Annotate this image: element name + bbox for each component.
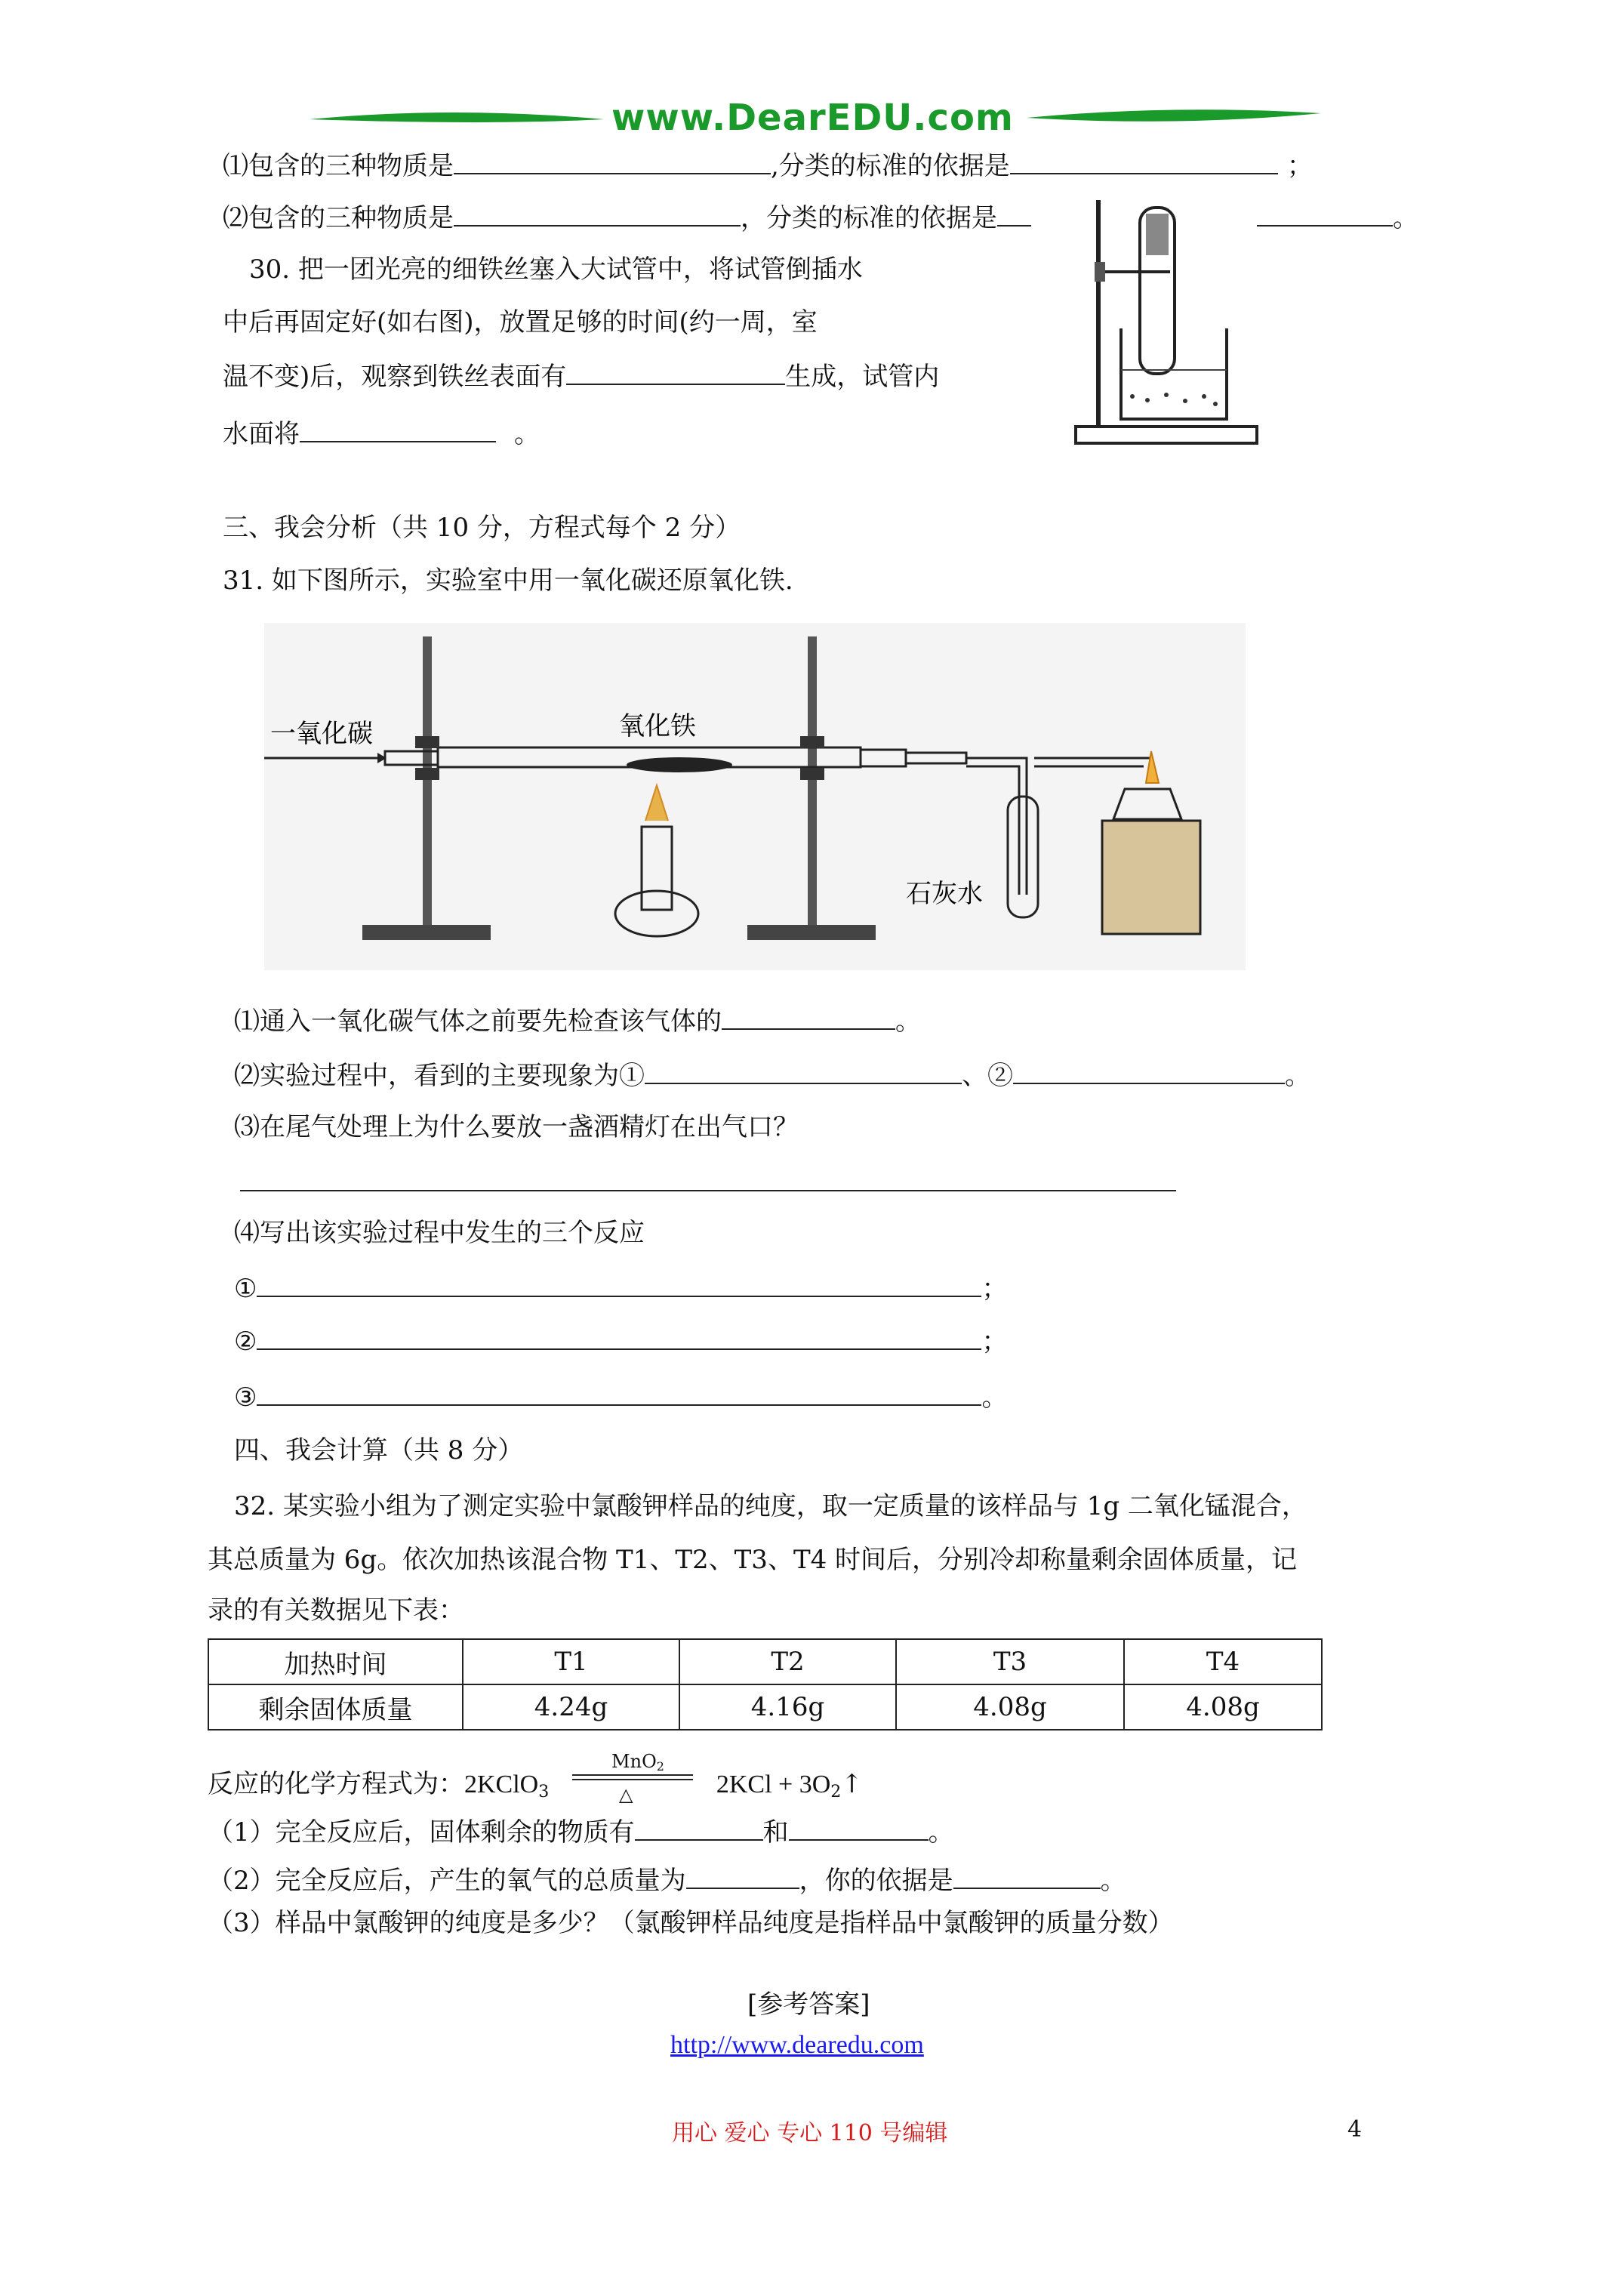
q30-line4: 水面将 。 [223, 415, 540, 451]
q29-blank-2b[interactable] [997, 199, 1031, 227]
fig-label-limewater: 石灰水 [906, 879, 983, 909]
page-number: 4 [1347, 2116, 1363, 2143]
table-cell: T1 [463, 1639, 679, 1684]
q31-blank-2a[interactable] [645, 1057, 962, 1084]
answers-heading: [参考答案] [747, 1989, 870, 2020]
answers-link[interactable]: http://www.dearedu.com [670, 2031, 924, 2059]
q31-r2: ② ； [234, 1323, 1007, 1359]
q29-line2: ⑵包含的三种物质是 ，分类的标准的依据是 [223, 199, 1031, 236]
fig-label-fe2o3: 氧化铁 [619, 711, 696, 741]
q29-line1: ⑴包含的三种物质是 ,分类的标准的依据是 ； [223, 147, 1313, 183]
q32-line2: 其总质量为 6g。依次加热该混合物 T1、T2、T3、T4 时间后，分别冷却称量剩余固体质量，记 [208, 1545, 1298, 1575]
table-cell: 4.08g [1124, 1684, 1322, 1730]
table-cell: T2 [679, 1639, 896, 1684]
q29-blank-1b[interactable] [1010, 147, 1278, 174]
q32-s2: （2）完全反应后，产生的氧气的总质量为 ，你的依据是 。 [208, 1862, 1126, 1898]
q30-line1: 30. 把一团光亮的细铁丝塞入大试管中，将试管倒插水 [249, 254, 863, 285]
q32-s1: （1）完全反应后，固体剩余的物质有 和 。 [208, 1814, 954, 1850]
q31-r2-blank[interactable] [257, 1323, 981, 1350]
q31-blank-2b[interactable] [1013, 1057, 1285, 1084]
q31-r1: ① ； [234, 1270, 1007, 1306]
mass-data-table [208, 1638, 1323, 1730]
section4-heading: 四、我会计算（共 8 分） [234, 1435, 524, 1465]
q29-line2-tail: 。 [1257, 199, 1418, 236]
q30-blank-1[interactable] [566, 358, 785, 385]
q29-blank-1a[interactable] [454, 147, 771, 174]
q32-blank-2a[interactable] [686, 1862, 799, 1889]
q30-line3: 温不变)后，观察到铁丝表面有 生成，试管内 [223, 358, 939, 394]
q30-line2: 中后再固定好(如右图)，放置足够的时间(约一周，室 [223, 307, 818, 337]
table-cell: 4.08g [896, 1684, 1124, 1730]
table-cell: 4.24g [463, 1684, 679, 1730]
q32-line3: 录的有关数据见下表： [208, 1595, 464, 1626]
fig-label-co: 一氧化碳 [270, 719, 373, 749]
q31-r3-blank[interactable] [257, 1379, 981, 1406]
q32-blank-1b[interactable] [789, 1814, 929, 1841]
q31-p2: ⑵实验过程中，看到的主要现象为① 、② 。 [234, 1057, 1310, 1093]
q32-s3: （3）样品中氯酸钾的纯度是多少？（氯酸钾样品纯度是指样品中氯酸钾的质量分数） [208, 1908, 1174, 1938]
table-cell: 剩余固体质量 [208, 1684, 463, 1730]
co-reduction-apparatus-figure [264, 623, 1246, 970]
q32-line1: 32. 某实验小组为了测定实验中氯酸钾样品的纯度，取一定质量的该样品与 1g 二氧化锰混合， [234, 1491, 1307, 1521]
q31-r3: ③ 。 [234, 1379, 1007, 1415]
table-row [208, 1684, 1322, 1730]
table-header-row [208, 1639, 1322, 1684]
q32-blank-1a[interactable] [635, 1814, 763, 1841]
q31-answer-line[interactable] [240, 1190, 1176, 1191]
q31-intro: 31. 如下图所示，实验室中用一氧化碳还原氧化铁. [223, 566, 793, 596]
q31-p4: ⑷写出该实验过程中发生的三个反应 [234, 1218, 645, 1248]
test-tube-stand-figure [1064, 193, 1268, 449]
q32-blank-2b[interactable] [953, 1862, 1101, 1889]
q31-p3: ⑶在尾气处理上为什么要放一盏酒精灯在出气口？ [234, 1112, 799, 1142]
q29-blank-2a[interactable] [454, 199, 741, 227]
q31-blank-1[interactable] [722, 1003, 895, 1030]
table-cell: 4.16g [679, 1684, 896, 1730]
q31-r1-blank[interactable] [257, 1270, 981, 1297]
table-cell: 加热时间 [208, 1639, 463, 1684]
table-cell: T4 [1124, 1639, 1322, 1684]
section3-heading: 三、我会分析（共 10 分，方程式每个 2 分） [223, 513, 741, 543]
footer-editor-text: 用心 爱心 专心 110 号编辑 [672, 2120, 948, 2147]
q31-p1: ⑴通入一氧化碳气体之前要先检查该气体的 。 [234, 1003, 921, 1039]
table-cell: T3 [896, 1639, 1124, 1684]
reaction-equation: 反应的化学方程式为：2KClO$_3$ MnO2 △ $2KCl + 3O_2↑$ [208, 1751, 863, 1805]
logo-text: www.DearEDU.com [611, 97, 1014, 139]
q30-blank-2[interactable] [300, 415, 496, 442]
reaction-condition: MnO2 △ [572, 1767, 693, 1801]
q29-blank-2c[interactable] [1257, 199, 1393, 227]
